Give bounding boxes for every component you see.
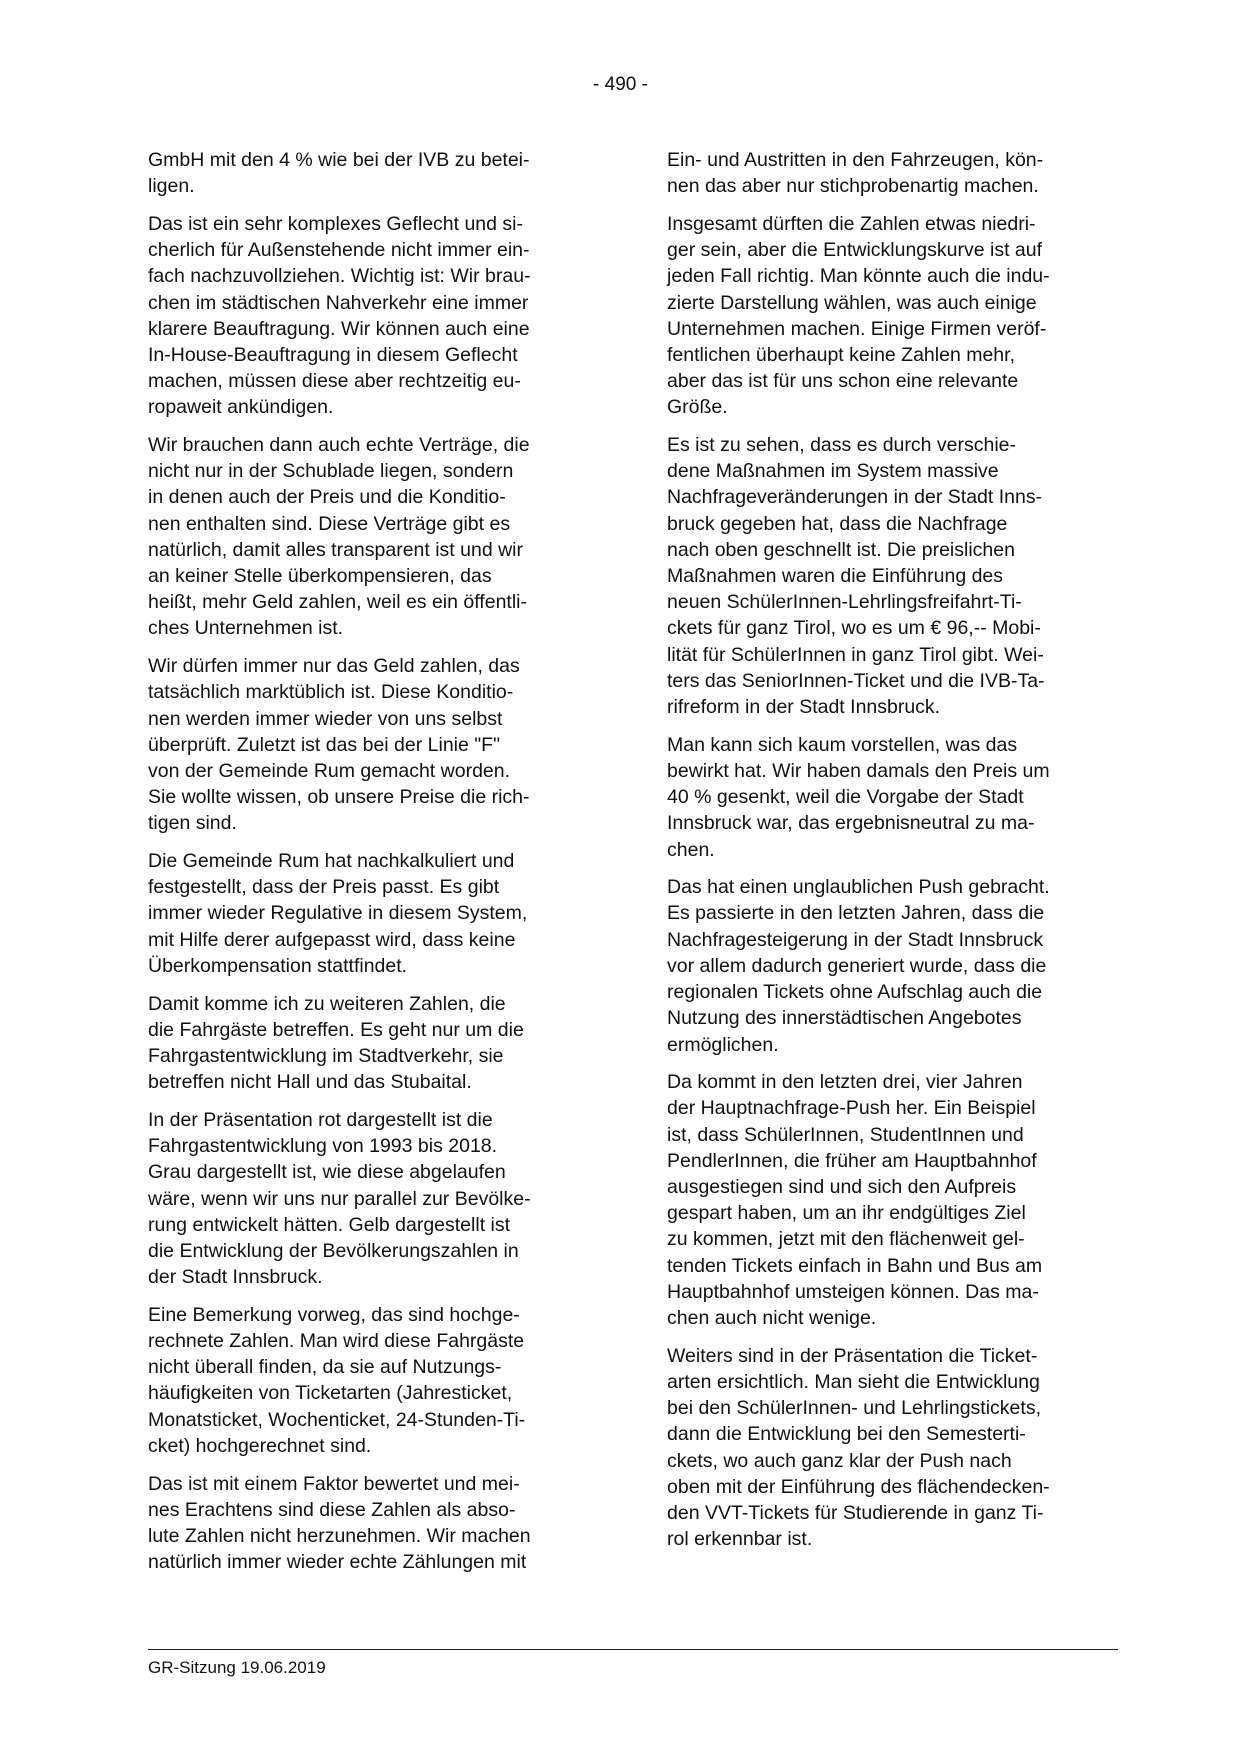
paragraph (667, 211, 1122, 421)
text-line: Fahrgastentwicklung im Stadtverkehr, sie (148, 1045, 504, 1067)
text-line: aber das ist für uns schon eine relevante (667, 370, 1019, 393)
text-line: nen das aber nur stichprobenartig machen. (667, 175, 1039, 198)
text-line: gespart haben, um an ihr endgültiges Ziel (667, 1202, 1026, 1225)
text-line: rol erkennbar ist. (667, 1528, 813, 1551)
text-line: tenden Tickets einfach in Bahn und Bus am (667, 1254, 1043, 1277)
text-line: neuen SchülerInnen-Lehrlingsfreifahrt-Ti- (667, 591, 1022, 614)
text-line: lität für SchülerInnen in ganz Tirol gibt. Wei- (667, 643, 1044, 666)
text-line: ausgestiegen sind und sich den Aufpreis (667, 1176, 1017, 1199)
text-line: Insgesamt dürften die Zahlen etwas niedri- (667, 212, 1036, 235)
text-line: die Entwicklung der Bevölkerungszahlen in (148, 1239, 519, 1262)
text-line: Ein- und Austritten in den Fahrzeugen, kön- (667, 149, 1044, 171)
text-line: nen werden immer wieder von uns selbst (148, 707, 503, 730)
text-line: nach oben geschnellt ist. Die preislichen (667, 538, 1015, 561)
text-line: Nutzung des innerstädtischen Angebotes (667, 1007, 1022, 1030)
paragraph (148, 211, 603, 421)
text-line: rechnete Zahlen. Man wird diese Fahrgäste (148, 1330, 525, 1353)
text-line: Man kann sich kaum vorstellen, was das (667, 733, 1018, 756)
paragraph (148, 848, 603, 979)
text-line: PendlerInnen, die früher am Hauptbahnhof (667, 1149, 1037, 1172)
text-line: ckets, wo auch ganz klar der Push nach (667, 1449, 1012, 1472)
text-line: chen auch nicht wenige. (667, 1307, 877, 1330)
paragraph (667, 147, 1122, 199)
text-line: natürlich, damit alles transparent ist und wir (148, 538, 524, 561)
text-line: in denen auch der Preis und die Konditio- (148, 486, 506, 509)
text-line: nicht überall finden, da sie auf Nutzungs- (148, 1356, 502, 1379)
text-line: dann die Entwicklung bei den Semesterti- (667, 1423, 1026, 1446)
text-line: chen. (667, 838, 715, 861)
text-line: Grau dargestellt ist, wie diese abgelaufen (148, 1161, 506, 1184)
text-line: Wir brauchen dann auch echte Verträge, die (148, 434, 530, 457)
text-line: Maßnahmen waren die Einführung des (667, 565, 1004, 588)
text-line: Da kommt in den letzten drei, vier Jahren (667, 1071, 1023, 1094)
text-line: nen enthalten sind. Diese Verträge gibt es (148, 512, 511, 535)
text-line: ermöglichen. (667, 1033, 779, 1056)
paragraph (148, 432, 603, 642)
text-line: Hauptbahnhof umsteigen können. Das ma- (667, 1280, 1039, 1303)
page-number: - 490 - (593, 74, 648, 95)
text-line: In-House-Beauftragung in diesem Geflecht (148, 343, 518, 366)
left-column (148, 147, 603, 1587)
text-line: Überkompensation stattfindet. (148, 954, 408, 977)
text-line: ger sein, aber die Entwicklungskurve ist auf (667, 239, 1043, 262)
text-line: machen, müssen diese aber rechtzeitig eu- (148, 370, 521, 393)
paragraph (667, 432, 1122, 720)
text-line: Nachfrageveränderungen in der Stadt Inns- (667, 486, 1043, 509)
text-line: rung entwickelt hätten. Gelb dargestellt ist (148, 1213, 511, 1236)
text-line: festgestellt, dass der Preis passt. Es gibt (148, 876, 500, 899)
paragraph (148, 1471, 603, 1576)
text-line: Das ist ein sehr komplexes Geflecht und si- (148, 212, 523, 235)
text-line: bei den SchülerInnen- und Lehrlingstickets, (667, 1397, 1041, 1420)
text-line: die Fahrgäste betreffen. Es geht nur um die (148, 1018, 524, 1041)
text-line: In der Präsentation rot dargestellt ist die (148, 1108, 493, 1131)
text-line: der Stadt Innsbruck. (148, 1266, 323, 1289)
text-line: mit Hilfe derer aufgepasst wird, dass keine (148, 928, 516, 951)
text-line: Das hat einen unglaublichen Push gebracht. (667, 876, 1050, 899)
text-line: Weiters sind in der Präsentation die Ticket- (667, 1344, 1038, 1367)
text-line: jeden Fall richtig. Man könnte auch die indu- (667, 265, 1050, 288)
paragraph (667, 1069, 1122, 1331)
text-line: Sie wollte wissen, ob unsere Preise die rich- (148, 786, 530, 809)
text-line: regionalen Tickets ohne Aufschlag auch die (667, 981, 1043, 1004)
text-line: Größe. (667, 396, 728, 419)
text-line: ligen. (148, 175, 195, 198)
text-line: fentlichen überhaupt keine Zahlen mehr, (667, 343, 1015, 366)
footer-session-label: GR-Sitzung 19.06.2019 (148, 1658, 326, 1677)
text-line: immer wieder Regulative in diesem System, (148, 902, 528, 925)
text-line: 40 % gesenkt, weil die Vorgabe der Stadt (667, 786, 1024, 809)
text-line: Eine Bemerkung vorweg, das sind hochge- (148, 1303, 520, 1326)
text-line: zu kommen, jetzt mit den flächenweit gel- (667, 1228, 1025, 1251)
text-line: fach nachzuvollziehen. Wichtig ist: Wir brau- (148, 265, 531, 288)
text-line: vor allem dadurch generiert wurde, dass die (667, 954, 1047, 977)
text-line: tatsächlich marktüblich ist. Diese Konditio- (148, 681, 514, 704)
text-line: Wir dürfen immer nur das Geld zahlen, das (148, 655, 520, 678)
paragraph (667, 874, 1122, 1057)
text-line: betreffen nicht Hall und das Stubaital. (148, 1071, 472, 1094)
paragraph (667, 732, 1122, 863)
text-line: bruck gegeben hat, dass die Nachfrage (667, 512, 1008, 535)
text-line: ches Unternehmen ist. (148, 617, 344, 640)
paragraph (148, 991, 603, 1096)
paragraph (148, 1302, 603, 1459)
right-column (667, 147, 1122, 1564)
text-line: Fahrgastentwicklung von 1993 bis 2018. (148, 1135, 498, 1158)
footer-divider (148, 1649, 1118, 1650)
text-line: Es passierte in den letzten Jahren, dass die (667, 902, 1045, 925)
paragraph (148, 1107, 603, 1290)
text-line: rifreform in der Stadt Innsbruck. (667, 696, 941, 719)
text-line: cket) hochgerechnet sind. (148, 1434, 372, 1457)
text-line: nicht nur in der Schublade liegen, sondern (148, 460, 514, 483)
text-line: ist, dass SchülerInnen, StudentInnen und (667, 1123, 1024, 1146)
text-line: Es ist zu sehen, dass es durch verschie- (667, 434, 1016, 457)
text-line: ckets für ganz Tirol, wo es um € 96,-- Mobi- (667, 617, 1041, 640)
text-line: nes Erachtens sind diese Zahlen als abso- (148, 1498, 516, 1521)
text-line: von der Gemeinde Rum gemacht worden. (148, 759, 511, 782)
text-line: Unternehmen machen. Einige Firmen veröf- (667, 317, 1047, 340)
paragraph (148, 653, 603, 836)
text-line: Die Gemeinde Rum hat nachkalkuliert und (148, 850, 515, 873)
text-line: chen im städtischen Nahverkehr eine immer (148, 291, 529, 314)
text-line: Nachfragesteigerung in der Stadt Innsbruck (667, 928, 1044, 951)
text-line: den VVT-Tickets für Studierende in ganz Ti- (667, 1501, 1044, 1524)
text-line: wäre, wenn wir uns nur parallel zur Bevölke- (148, 1187, 531, 1210)
text-line: tigen sind. (148, 812, 237, 835)
text-line: zierte Darstellung wählen, was auch einige (667, 291, 1037, 314)
text-line: ters das SeniorInnen-Ticket und die IVB-Ta- (667, 669, 1045, 692)
paragraph (148, 147, 603, 199)
text-line: Monatsticket, Wochenticket, 24-Stunden-Ti- (148, 1408, 526, 1431)
text-line: häufigkeiten von Ticketarten (Jahresticket, (148, 1382, 513, 1405)
text-line: heißt, mehr Geld zahlen, weil es ein öffentli- (148, 591, 527, 614)
text-line: GmbH mit den 4 % wie bei der IVB zu betei- (148, 149, 530, 171)
text-line: dene Maßnahmen im System massive (667, 460, 999, 483)
text-line: der Hauptnachfrage-Push her. Ein Beispiel (667, 1097, 1036, 1120)
text-line: lute Zahlen nicht herzunehmen. Wir machen (148, 1524, 531, 1547)
text-line: ropaweit ankündigen. (148, 396, 334, 419)
text-line: Innsbruck war, das ergebnisneutral zu ma- (667, 812, 1035, 835)
text-line: überprüft. Zuletzt ist das bei der Linie "F" (148, 733, 501, 756)
text-line: bewirkt hat. Wir haben damals den Preis um (667, 759, 1050, 782)
text-line: natürlich immer wieder echte Zählungen mit (148, 1551, 527, 1574)
text-line: oben mit der Einführung des flächendecken- (667, 1475, 1050, 1498)
text-line: klarere Beauftragung. Wir können auch eine (148, 317, 530, 340)
paragraph (667, 1343, 1122, 1553)
text-line: an keiner Stelle überkompensieren, das (148, 565, 492, 588)
text-line: Damit komme ich zu weiteren Zahlen, die (148, 992, 506, 1015)
text-line: cherlich für Außenstehende nicht immer ein- (148, 239, 530, 262)
text-line: arten ersichtlich. Man sieht die Entwicklung (667, 1370, 1040, 1393)
text-line: Das ist mit einem Faktor bewertet und mei- (148, 1472, 520, 1495)
